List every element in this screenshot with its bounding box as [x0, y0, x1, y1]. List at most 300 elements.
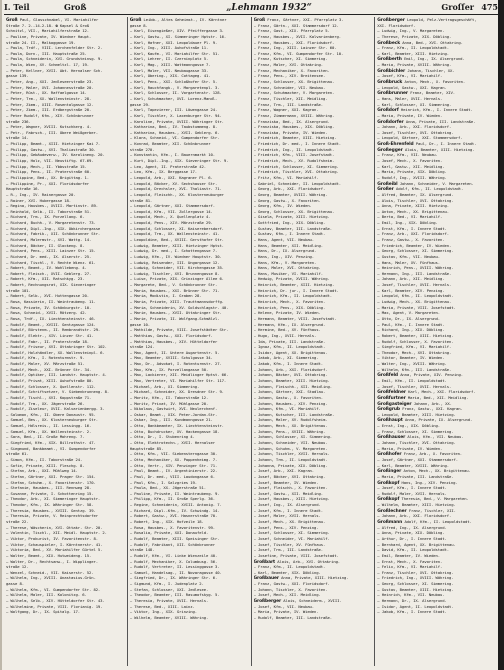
entry-text: — Franziska, Bed., IX. Alsergrund.	[253, 118, 330, 124]
page-title: „Lehmann 1932“	[226, 3, 312, 13]
page-spine-edge	[0, 0, 2, 670]
entry-text: — Emil, Beamter, IV. Wieden.	[377, 552, 441, 558]
entry-text: Hauptstraße 85.	[129, 445, 164, 451]
entry-text: — Franz, Arb., XXI. Floridsdorf.	[377, 231, 450, 237]
surname-heading: Großlechner	[377, 508, 407, 514]
entry-text: — Rudolf, Mechaniker, X. Columbusg. 56.	[129, 558, 218, 564]
entry-text: — Walter, Beamt., XIX. Hutweideng. 15.	[6, 552, 92, 558]
entry-text: — Johann, Arb., XXI. Floridsdorf.	[377, 124, 452, 130]
surname-heading: Groß	[6, 18, 18, 23]
entry-text: straße 236.	[6, 118, 31, 124]
entry-text: straße 12.	[6, 564, 29, 570]
entry-text: — Georg, Gastw., X. Favoriten.	[253, 197, 321, 203]
entry-text: — Robert, Fleisch., XVII. Geblerg. 27.	[6, 270, 92, 276]
entry-text: — Franz, Gastw., XXI. Floridsdorf.	[253, 581, 330, 587]
entry-text: — Jakob, Arb., XI. Simmering.	[253, 355, 319, 361]
entry-text: — Mathilde, Private, VIII. Josefstädter Str.	[129, 327, 229, 333]
entry-text: — Richard, Dipl.-Ing., XIX. Obkirchergasse	[6, 225, 101, 231]
entry-text: Leopold, Pelz-Vertragsgeschäft,	[407, 17, 477, 22]
entry-text: — Karl, Kaufm., VI. Mariahilfer Str. 51.	[129, 50, 220, 56]
entry-text: — Maria, Private, XIX. Döbling.	[377, 169, 447, 175]
entry-text: — Valentin, Tischl., XII. Meidl. Hauptstr. 2.	[6, 530, 107, 536]
entry-text: — Robert, Gastw., XVI. Hasnerstraße 70.	[129, 513, 218, 519]
entry-text: — Leopold, Trm., XX. Wallensteinstr. 41.	[129, 231, 220, 237]
entry-text: — Rosa, Kassierin, II. Weintraubeng. 11.	[6, 299, 96, 305]
surname-heading: Groß-Ehrenfeld	[377, 142, 414, 147]
entry-text: — Rudolf, Beamter, XIII. Speisinger Str.	[129, 535, 220, 541]
entry-text: — Siegfried, Kfm., VI. Mariahilf.	[377, 344, 452, 350]
entry-text: — Franz, Pens., XIV. Breitensee.	[253, 73, 326, 79]
entry-text: — Samuel, Kfm., XX. Wallensteinstr. 2.	[6, 428, 92, 434]
surname-heading: Großfeldner	[377, 390, 406, 395]
entry-text: — Emil, Ing., XIX. Döbling.	[377, 220, 438, 226]
entry-text: — Rudolf, Mech., XXI. Brünner Str. 34.	[6, 366, 92, 372]
entry-text: — Max, Agent, V. Margareten.	[377, 310, 441, 316]
entry-text: — Rosalia, Private, XXI. Donaufeld.	[129, 530, 209, 536]
entry-text: — Johann, Tischler, XVI. Ottakring.	[377, 440, 456, 446]
entry-text: — Franz, Gärtn., XXI. Stammersdorf 12.	[253, 22, 339, 28]
entry-text: — Leo, Kfm., IX. Berggasse 17.	[129, 169, 198, 175]
entry-text: — Wilhelm, Beamter, XIII. Hietzing.	[377, 502, 456, 508]
entry-text: — Viktor, Schauspieler, I. Kärntnerstr. 41.	[6, 541, 103, 547]
surname-heading: Großkopf	[377, 480, 400, 486]
entry-text: — Rudolf, Friseur, XVI. Ottakringer Str. 102.	[6, 344, 107, 350]
entry-text: — Susanne, Private, I. Schottenring 15.	[6, 490, 94, 496]
entry-text: — Karl, Obering., XIX. Cottageg. 41.	[129, 73, 211, 79]
entry-text: — Johann, Tischler, X. Favoriten.	[253, 586, 328, 592]
entry-text: — Ida, Private, III. Landstraße.	[253, 338, 326, 344]
entry-text: — Josef, Mech., XX. Brigittenau.	[253, 519, 326, 525]
surname-heading: Großer	[377, 187, 394, 192]
entry-text: — Margarete, Bed., V. Schönbrunner Str.	[129, 282, 218, 288]
entry-text: — Johann, Schuhm., V. Margareten.	[253, 445, 328, 451]
entry-text: — Wilhelm, Beamter, XVIII. Währing.	[129, 614, 209, 620]
entry-text: — Rudolf, Vertreter, II. Lessinggasse 3.	[129, 564, 220, 570]
header-rule	[4, 14, 498, 15]
entry-text: Anna, Private, XIV. Penzing.	[400, 372, 463, 378]
entry-text: — Samuel, Hdlsreis., II. Lessingg. 16.	[6, 423, 92, 429]
entry-text: — Peter, Maler, XVI. Johannesstraße 20.	[6, 84, 94, 90]
entry-text: Anna, Private, XIII. Hietzing.	[281, 575, 349, 581]
entry-text: — Josef, Pens., XIV. Penzing.	[253, 524, 319, 530]
entry-text: — Alois, Tischler, XVI. Ottakring.	[377, 197, 454, 203]
column-2	[128, 17, 252, 666]
entry-text: — Karl, Gastw., XI. Simmeringer Hptstr. 16.	[129, 33, 227, 39]
entry-text: — Hans, Beamter, XII. Meidling.	[253, 242, 324, 248]
entry-text: — Viktor, Prokurist, IV. Favoritenstr. 8.	[6, 535, 98, 541]
entry-text: — Theresia, Private, XVII. Hernals.	[129, 597, 209, 603]
entry-text: — Stefan, Schuhm., X. Favoritenstr. 170.	[6, 479, 96, 485]
entry-text: — Siegfried, Dr., IX. Währinger Str. 6.	[129, 575, 218, 581]
entry-text: — Samuel, Handelsag., II. Novaragasse 40.	[129, 569, 222, 575]
entry-text: — Max, Lackierer, XII. Meidlinger Hptst. 66.	[129, 372, 229, 378]
entry-text: — Paula, Trdf., VIII. Lerchenfelder Str. 2.	[6, 45, 103, 51]
entry-text: — Johann, Schlosser, XI. Simmering.	[253, 434, 332, 440]
surname-heading: Großbauer	[253, 576, 279, 582]
entry-text: — Leopold, Schlosser, XI. Kaiserebersdorf.	[129, 225, 224, 231]
entry-text: — Hans, Kfm., V. Margareten.	[253, 259, 317, 265]
entry-text: Maria, Bed., XII. Meidling.	[407, 394, 469, 400]
column-4	[375, 17, 498, 666]
entry-text: — Wilhelmine, Private, VIII. Florianig. 19.	[6, 603, 103, 609]
entry-text: Franz, Arb., X. Favoriten.	[403, 451, 463, 457]
surname-heading: Großbichler	[377, 68, 406, 74]
entry-text: — Anna, Private, XIII. Hietzing.	[377, 203, 450, 209]
entry-text: Theresia, Bed., V. Margareten.	[401, 496, 469, 502]
entry-text: — Johann, Bäcker, XVI. Ottakring.	[253, 372, 328, 378]
entry-text: — Josef, Hausbes., XIII. Hietzing.	[253, 496, 330, 502]
entry-text: — Karl, Eisengießer, XIV. Pfeiffergasse 3.	[129, 28, 224, 34]
entry-text: — Maria, Schneiderin, XV. Goldschlagstr. 40.	[129, 304, 229, 310]
entry-text: — Peter, Zimm., XIII. Rosentalgasse 12.	[6, 101, 94, 107]
entry-text: — Max, Beamter, XVIII. Schulgasse 34.	[129, 355, 213, 361]
entry-text: — Friedrich, Beamter, XIII. Hietzing.	[253, 135, 337, 141]
surname-heading: Großegger	[377, 147, 403, 153]
entry-text: — Felix, Kfm., VI. Mariahilf.	[377, 564, 443, 570]
entry-text: — Peter, Trm., XX. Wallensteinstr. 28.	[6, 95, 92, 101]
entry-text: Johann, Schneider, V. Margareten.	[399, 180, 474, 186]
surname-heading: Großbruck	[377, 80, 403, 85]
entry-text: — Wolfgang, Dr., IX. Spitalg. 17.	[6, 609, 80, 615]
entry-text: — Max, Dr., Advokat, I. Rotenturmstr. 27.	[129, 361, 222, 367]
surname-heading: Großeibl	[377, 181, 398, 187]
entry-text: — Maria, Hausbes., XXI. Brünner Str. 71.	[129, 287, 220, 293]
entry-text: — Philipp, Pens., II. Praterstraße 60.	[6, 169, 92, 175]
entry-text: — Therese, Bed., XIII. Lainz.	[129, 603, 195, 609]
entry-text: — Rosa, Trdf., IX. Liechtensteinstr. 46.	[6, 315, 96, 321]
entry-text: — Wenzel, Schneid., VII. Kaiserstr. 52.	[6, 569, 94, 575]
entry-text: Straße 7. 2.-14-2-18. ☎ Kapsel & Groß	[6, 22, 89, 28]
entry-text: — Rudolf, Beamter, III. Landstraße.	[253, 614, 332, 620]
entry-text: — Georg, Beamter, XVIII. Währing.	[253, 191, 328, 197]
entry-text: — Josef, Tischler, XVII. Hernals.	[377, 383, 452, 389]
entry-text: — Josef, Schlosser, XI. Simmering.	[253, 530, 330, 536]
entry-text: — Richard, Pens., XIII. Lainzer Str. 15.	[6, 248, 96, 254]
entry-text: — Johann, Arb., XII. Meidling.	[377, 276, 445, 282]
surname-heading: Großbart	[253, 559, 276, 565]
entry-text: — Johann, Trm., II. Leopoldstadt.	[253, 456, 328, 462]
entry-text: — Robert, Rechnungsrat, XIX. Sieveringer	[6, 282, 96, 288]
entry-text: Paul, Glasschnabel, VI. Mariahilfer	[19, 17, 99, 22]
entry-text: — Matthias, Gastw., XXI. Floridsdorf.	[129, 332, 213, 338]
entry-text: — Moritz, Kfm., II. Taborstraße 12.	[129, 394, 209, 400]
entry-text: — Philippine, Pr., XXI. Floridsdorfer	[6, 180, 89, 186]
entry-text: — Karl, Schlosser, II. Vorgartenstr. 128.	[129, 90, 222, 96]
entry-text: — Ludwig, Ing., V. Margareten.	[377, 28, 445, 34]
entry-text: Leibb., Altes Geheimst., IV. Kärntner	[143, 17, 227, 22]
surname-heading: Großberth	[377, 57, 402, 63]
column-3	[252, 17, 376, 666]
entry-text: Adolf, Kfm., II. Leopoldstadt.	[396, 186, 464, 192]
entry-text: — Viktor, Ing., XIX. Grinzing.	[129, 609, 198, 615]
entry-text: — Hermann, Beamter, VIII. Josefstadt.	[253, 315, 337, 321]
entry-text: — Karl, Mag., XIII. Wattmanngasse 7.	[129, 62, 211, 68]
entry-text: — Karl, Pens., XXI. Schloßhofer Str. 5.	[129, 79, 218, 85]
entry-text: — Richard, Dipl.-Kfm., IV. Schwindg. 14.	[129, 507, 220, 513]
entry-text: — Leopold, Gärtner, XXI. Stammersdorf.	[129, 203, 215, 209]
entry-text: — Anton, Mech., XX. Brigittenau.	[377, 208, 450, 214]
surname-heading: Großgrub	[377, 407, 400, 412]
entry-text: — Matthias, Hausbes., XIV. Hütteldorfer	[129, 338, 218, 344]
entry-text: — Peter, Zimm., III. Erdbergstraße 20.	[6, 107, 92, 113]
entry-text: — Wilhelm, Kfm., III. Landstraße.	[377, 366, 452, 372]
entry-text: straße 101.	[6, 287, 31, 293]
entry-text: — Rudolf, Maler, XV. Märzstraße 51.	[6, 361, 85, 367]
running-keyword-right: Groſſer	[441, 2, 474, 12]
entry-text: — Franz, Schlosser, XX. Brigittenau.	[253, 79, 335, 85]
entry-text: Anton, Mech., X. Favoriten.	[404, 79, 466, 85]
entry-text: gasse 10.	[129, 321, 150, 327]
entry-text: — Max, Agent, II. Untere Augartenstr. 5.	[129, 349, 220, 355]
entry-text: — Rudolf, Schlosser, X. Favoriten.	[377, 338, 454, 344]
surname-heading: Großkopf	[377, 497, 400, 503]
entry-text: — Franz, Schneider, VII. Neubau.	[253, 84, 326, 90]
surname-heading: Großgasteiger	[377, 401, 412, 407]
entry-text: Franz, Beamter, XIV.	[410, 90, 456, 96]
entry-text: — Paula, Wien, XV. Schmeltzl. 17, 19.	[6, 62, 89, 68]
entry-text: — Karoline, Private, XVIII. Währinger Str.	[129, 118, 224, 124]
entry-text: — Karl, Hafner, XXI. Leopoldauer Pl. 9.	[129, 39, 218, 45]
entry-text: — Leopold, Mech., X. Quellenplatz 4.	[129, 214, 211, 220]
entry-text: Johann, Tischler, XX.	[407, 67, 455, 73]
entry-text: — Gisela, Private, XIII. Hietzing.	[253, 214, 330, 220]
directory-entry-line	[254, 615, 373, 621]
running-keyword-left: Groß	[64, 2, 87, 12]
entry-text: — Heinrich, Pens., XIX. Döbling.	[253, 304, 326, 310]
entry-text: Alois, Beamter, XIII. Hietzing.	[404, 146, 475, 152]
entry-text: — Rudolf, Schriftsetzer, V. Siebenbrunneng. 8.	[6, 389, 110, 395]
entry-text: — Karl, Tischler, X. Laxenburger Str. 94.	[129, 112, 222, 118]
entry-text: — Heinrich, Beamter, XIII. Hietzing.	[253, 282, 335, 288]
entry-text: — Isidor, Agent, II. Leopoldstadt.	[377, 603, 454, 609]
entry-text: — Rainer, XVI. Hubergasse 18.	[6, 197, 72, 203]
entry-text: — Sofie, Private, XIII. Fleschg. 8.	[6, 462, 85, 468]
entry-text: gasse 8.	[129, 22, 148, 28]
entry-text: — Franz, Hausbes., XVII. Kalvarienberg.	[253, 33, 341, 39]
entry-text: — Maria, Private, VIII. Josefstadt.	[377, 304, 456, 310]
entry-text: — Franziska, Hausbes., XIX. Döbling.	[253, 124, 335, 130]
entry-text: — Otto, Dr., I. Stubenring 4.	[129, 434, 195, 440]
entry-text: — Konrad, Beamter, XII. Schönbrunner	[129, 141, 211, 147]
entry-text: XXI. Floridsdorf.	[377, 22, 416, 28]
entry-text: — Rudolf, Privat, XIII. Auhofstraße 80.	[6, 378, 94, 383]
entry-text: — Friedrich, Beamter, IV. Wieden.	[377, 242, 452, 248]
entry-text: — Hans, Musiker, VI. Mariahilf.	[253, 270, 324, 276]
entry-text: — Johann, Tischler, XVII. Hernals.	[253, 451, 330, 457]
entry-text: — Alfred, Ing., IX. Alsergrund.	[377, 524, 447, 530]
entry-text: — Leopold, Beamter, XIII. Hietzing.	[377, 411, 456, 417]
entry-text: — Franz, Tischler, XII. Meidling.	[253, 95, 328, 101]
entry-text: — Ludwig, Beamter, XIII. Hietzinger Hptst.	[129, 242, 224, 248]
entry-text: — Max, Kfm., IX. Porzellangasse 50.	[129, 366, 209, 372]
entry-text: — Philipp, Mech., II. Ybbsstraße 15.	[6, 163, 87, 169]
entry-text: — Friedrich, Tischler, XVI. Ottakring.	[253, 169, 339, 175]
entry-text: — Richard, Trm., IX. Porzellang. 6.	[6, 214, 85, 220]
entry-text: — Paula, Bed., XX. Jägerstraße 51.	[129, 485, 206, 491]
entry-text: — Jakob, Kfm., I. Innere Stadt.	[253, 361, 324, 367]
surname-heading: Großinger	[377, 469, 402, 474]
entry-text: — Friedrich, Schlosser, XI. Simmering.	[253, 163, 339, 169]
entry-text: — Leopold, Arb., XXI. Kagraner Pl. 6.	[129, 174, 213, 180]
part-label: I. Teil	[4, 2, 30, 12]
entry-text: — Josef, Gärtner, XXI. Stammersdorf.	[377, 456, 458, 462]
surname-heading: Großberger	[377, 18, 405, 23]
entry-text: — Karl, Schlosser, XI. Simmering.	[377, 101, 452, 107]
entry-text: — Franz, Wagner, XXI. Kagran.	[253, 107, 319, 113]
entry-text: — Maria, Private, III. Landstraße.	[377, 473, 454, 479]
entry-text: — Josef, Tischler, XV. Fünfhaus.	[253, 541, 326, 547]
entry-text: — Karl, Beamter, XIX. Döbling.	[253, 569, 321, 575]
entry-text: — Robert, Kfm., XII. Ratschkyg. 23.	[6, 276, 85, 282]
directory-entry-line	[377, 609, 496, 615]
entry-text: — Franz, Schuhmacher, V. Margareten.	[253, 90, 335, 96]
entry-text: — Rudolf, Beamt., XVIII. Gentzgasse 124.	[6, 321, 96, 327]
entry-text: — Petr., Fabrsch., III. Obere Weißgerber-	[6, 129, 98, 135]
entry-text: — Therese, Wäscherin, XVI. Ottakr. Str. 20.	[6, 524, 103, 530]
entry-text: Schnitzl, VII., Mariahilferstraße 12.	[6, 28, 89, 34]
entry-text: — Theodor, Kfm., IX. Währinger Str. 58.	[6, 502, 94, 508]
entry-text: — Peter, Wagner, XVIII. Kutschkerg. 4.	[6, 124, 92, 130]
entry-text: — Reinhold, Selb., II. Taborstraße 51.	[6, 208, 92, 214]
entry-text: — Maria, Private, IV. Wieden.	[377, 112, 443, 118]
entry-text: Hans, Ing., XIV. Penzing.	[401, 479, 458, 485]
entry-text: — Hans, Maler, XV. Fünfhaus.	[377, 259, 441, 265]
entry-text: — Ernst, Kfm., I. Innere Stadt.	[377, 225, 447, 231]
entry-text: — Marie, Private, II. Wolfgang-Schmälzl-	[129, 315, 220, 321]
entry-text: — Leopold, Bäcker, XV. Sechshauser Str.	[129, 180, 218, 186]
entry-text: straße 14.	[6, 135, 29, 141]
entry-text: — Hermann, Dr., IX. Alsergrund.	[377, 597, 447, 603]
surname-heading: Großfurtner	[377, 395, 406, 401]
entry-text: — Johann, Schneider, VII. Neubau.	[253, 440, 328, 446]
entry-text: — Otto, Dr., IX. Alsergrund.	[377, 315, 441, 321]
entry-text: — Franz, Trm., III. Landstraße.	[253, 101, 324, 107]
entry-text: — Hermine, Bed., XV. Fünfhaus.	[253, 327, 321, 333]
entry-text: Anton, Mech., XX. Brigittenau.	[403, 468, 471, 474]
entry-text: — Leopold, Gastw., XXI. Kagran.	[377, 84, 447, 90]
entry-text: — Peter Rudolf, Kfm., XIV. Schönbrunner	[6, 112, 94, 118]
page-header	[4, 2, 498, 14]
entry-text: — Josef, Ing., IX. Alsergrund.	[253, 502, 321, 508]
entry-text: — Paul, Dr. med., VIII. Laudongasse 6.	[129, 473, 215, 479]
entry-text: Karl, Mech., XXI. Floridsdorf.	[408, 389, 476, 395]
entry-text: straße 22.	[6, 519, 29, 525]
entry-text: — Georg, Arb., XXI. Floridsdorf.	[253, 186, 326, 192]
entry-text: — Gabriel, Schneider, II. Leopoldstadt.	[253, 180, 341, 186]
entry-text: Emil, Ing., IX. Alsergrund.	[404, 56, 465, 62]
entry-text: — Karl, Beamter, XVIII. Währing.	[377, 462, 450, 468]
entry-text: — Wilhelm, Kfm., VI. Gumpendorfer Str. 82.	[6, 586, 101, 592]
page-number: 475	[481, 2, 498, 12]
entry-text: — Josefine, Private, VIII. Josefstadt.	[253, 552, 339, 558]
entry-text: — Oskar, Beamt., XIX. Peter-Jordan-Str.	[129, 411, 218, 417]
entry-text: — Heinrich, Kfm., VII. Neubau.	[377, 592, 445, 598]
entry-text: — Josef, Kfm., VII. Neubau.	[253, 603, 315, 609]
entry-text: — Paul, Kfm., I. Salzgries 19.	[129, 479, 198, 485]
entry-text: — Franz, Ing., XIII. Lainzer Str. 60.	[253, 45, 337, 51]
entry-text: — Leo, Agent, II. Praterstraße 42.	[129, 163, 206, 169]
entry-text: — Philipp, Gastw., XVI. Thaliastraße 30.	[6, 146, 96, 152]
entry-text: — Walter, Ing., XVIII. Währing.	[377, 361, 447, 367]
entry-text: — Peter, Ang., XXI. Jedleseerstraße 23.	[6, 79, 94, 85]
entry-text: — Walter, Dr., Rechtsanw., I. Wipplinger-	[6, 558, 98, 564]
entry-text: — Philippine, Bed., XX. Brigittag. 1.	[6, 174, 89, 180]
entry-text: — Rudolf, Elektr., XIV. Linzer Str. 41.	[6, 332, 94, 338]
surname-heading: Großbrunner	[377, 91, 408, 96]
entry-text: Alois, Arb., XVI. Ottakring.	[277, 558, 341, 564]
entry-text: — Leopold, Kfm., VII. Zollergasse 14.	[129, 208, 213, 214]
entry-text: — Wilhelm, Maler, III. Kolonitzg. 6.	[6, 592, 87, 598]
entry-text: — Katharina, Hausbes., XVII. Geblerg. 6.	[129, 129, 220, 135]
entry-text: — Gottfried, Ing., XIX. Döbling.	[253, 220, 326, 226]
entry-text: — Friedrich, Ing., II. Leopoldstadt.	[253, 146, 335, 152]
entry-text: — Karl, Maler, VII. Neubaugasse 33.	[129, 67, 209, 73]
entry-text: — Rudolf, Kfm., VI. Linke Wienzeile 40.	[129, 552, 218, 558]
entry-text: — Siegfried, Kfm., XIX. Billrothstr. 47.	[6, 440, 96, 446]
entry-text: — Richard, Buchh., V. Margaretenstr. 73.	[6, 220, 96, 226]
surname-heading: Großdorfer	[377, 119, 404, 125]
entry-text: Paul, Dr., I. Innere Stadt.	[415, 141, 477, 147]
entry-text: — Theresia, Private, V. Reinprechtsdorfer	[6, 513, 98, 519]
entry-text: — Alfred, Beamter, IX. Alsergrund.	[377, 191, 454, 197]
entry-text: — Michael, Schneider, XX. Dresdner Str. 9.	[129, 389, 224, 395]
entry-text: — Johann, Kutscher, III. Landstraße.	[253, 411, 335, 417]
entry-text: — David, Kfm., II. Leopoldstadt.	[377, 547, 450, 553]
entry-text: — Friedrich, Mech., XV. Rudolfsheim.	[253, 158, 335, 164]
entry-text: — Gustav, Kfm., VII. Neubau.	[377, 253, 441, 259]
entry-text: straße 81.	[129, 197, 153, 203]
entry-text: — Max, Vertreter, VI. Mariahilfer Str. 117.	[129, 378, 227, 383]
entry-text: — Pauline, Private, II. Weintraubeng. 9.	[129, 490, 220, 496]
entry-text: — Maria, Private, XIII. Trauttmannsdorffg.	[129, 299, 224, 305]
entry-text: — Josef, Fleischh., X. Favoriten.	[253, 485, 328, 491]
entry-text: — Karl, Beamter, XIII. Hietzing.	[377, 50, 450, 56]
entry-text: — Siegmund, Bankbeamt., VI. Gumpendorfer	[6, 445, 96, 451]
entry-text: — Otto, Elektrotechn., XVII. Hernalser	[129, 440, 215, 446]
entry-text: gasse 29.	[129, 101, 150, 107]
entry-text: straße 124.	[129, 344, 155, 350]
entry-text: — Philipp, Gebäudeverw., IV. Karolineng. 20.	[6, 152, 105, 158]
entry-text: — Franz, Gast., XIX. Pfarrplatz 5.	[253, 28, 330, 34]
entry-text: — Ludwig, Reisender, III. Ungargasse 12.	[129, 259, 220, 265]
entry-text: — Otto, Mechaniker, XX. Pappenheimg. 7.	[129, 456, 218, 462]
entry-text: — Samuel, Bes., XX. Klosterneuburger Str.	[6, 417, 98, 423]
surname-heading: Großberger	[253, 598, 282, 604]
entry-text: — Helene, Private, IV. Wieden.	[253, 310, 321, 316]
entry-text: — Franz, Kfm., II. Leopoldstadt.	[253, 564, 326, 570]
entry-text: straße 24. II., Malkoggasse 19.	[6, 39, 76, 45]
entry-text: — Josef, Bäcker, XVI. Ottakring.	[253, 473, 326, 479]
entry-text: — Johann, Gärtner, XXI. Stadlau.	[253, 389, 326, 395]
entry-text: — Ludwig, Tischler, XVI. Brunnengasse 8.	[129, 270, 220, 276]
entry-text: — Richard, Malermstr., XVI. Wattg. 14.	[6, 236, 92, 242]
entry-text: — Franz, Schlosser, XI. Simmering.	[377, 428, 454, 434]
entry-text: Alois, Kfm., VII. Neubau.	[407, 434, 464, 440]
entry-text: Anna, Private, IX. Alsergrund.	[405, 417, 473, 423]
entry-text: — Georg, Schlosser, XI. Simmering.	[377, 581, 454, 587]
entry-text: Franz, Gärtner, XXI. Pfarrplatz 3.	[267, 17, 344, 22]
entry-text: — Berta, Bed., VI. Mariahilf.	[377, 214, 443, 220]
entry-text: — Rudolf, Ing., XVIII. Währing.	[377, 174, 447, 180]
entry-text: — Robert, Beamter, XIII. Hietzing.	[377, 332, 454, 338]
entry-text: — Josef, Mech., XII. Meidling.	[253, 592, 321, 598]
entry-text: — Franz, Maler, XVI. Ottakring.	[253, 62, 324, 68]
entry-text: — Josef, Schneider, VI. Mariahilf.	[253, 535, 330, 541]
entry-text: — Franz, Gastw., X. Favoriten.	[377, 236, 445, 242]
entry-text: — Johann, Maler, XV. Rudolfsheim.	[253, 417, 328, 423]
entry-text: — Friedrich, Kfm., VIII. Josefstadt.	[253, 152, 335, 158]
entry-text: — Richard, Ing., XIX. Döbling.	[377, 327, 445, 333]
